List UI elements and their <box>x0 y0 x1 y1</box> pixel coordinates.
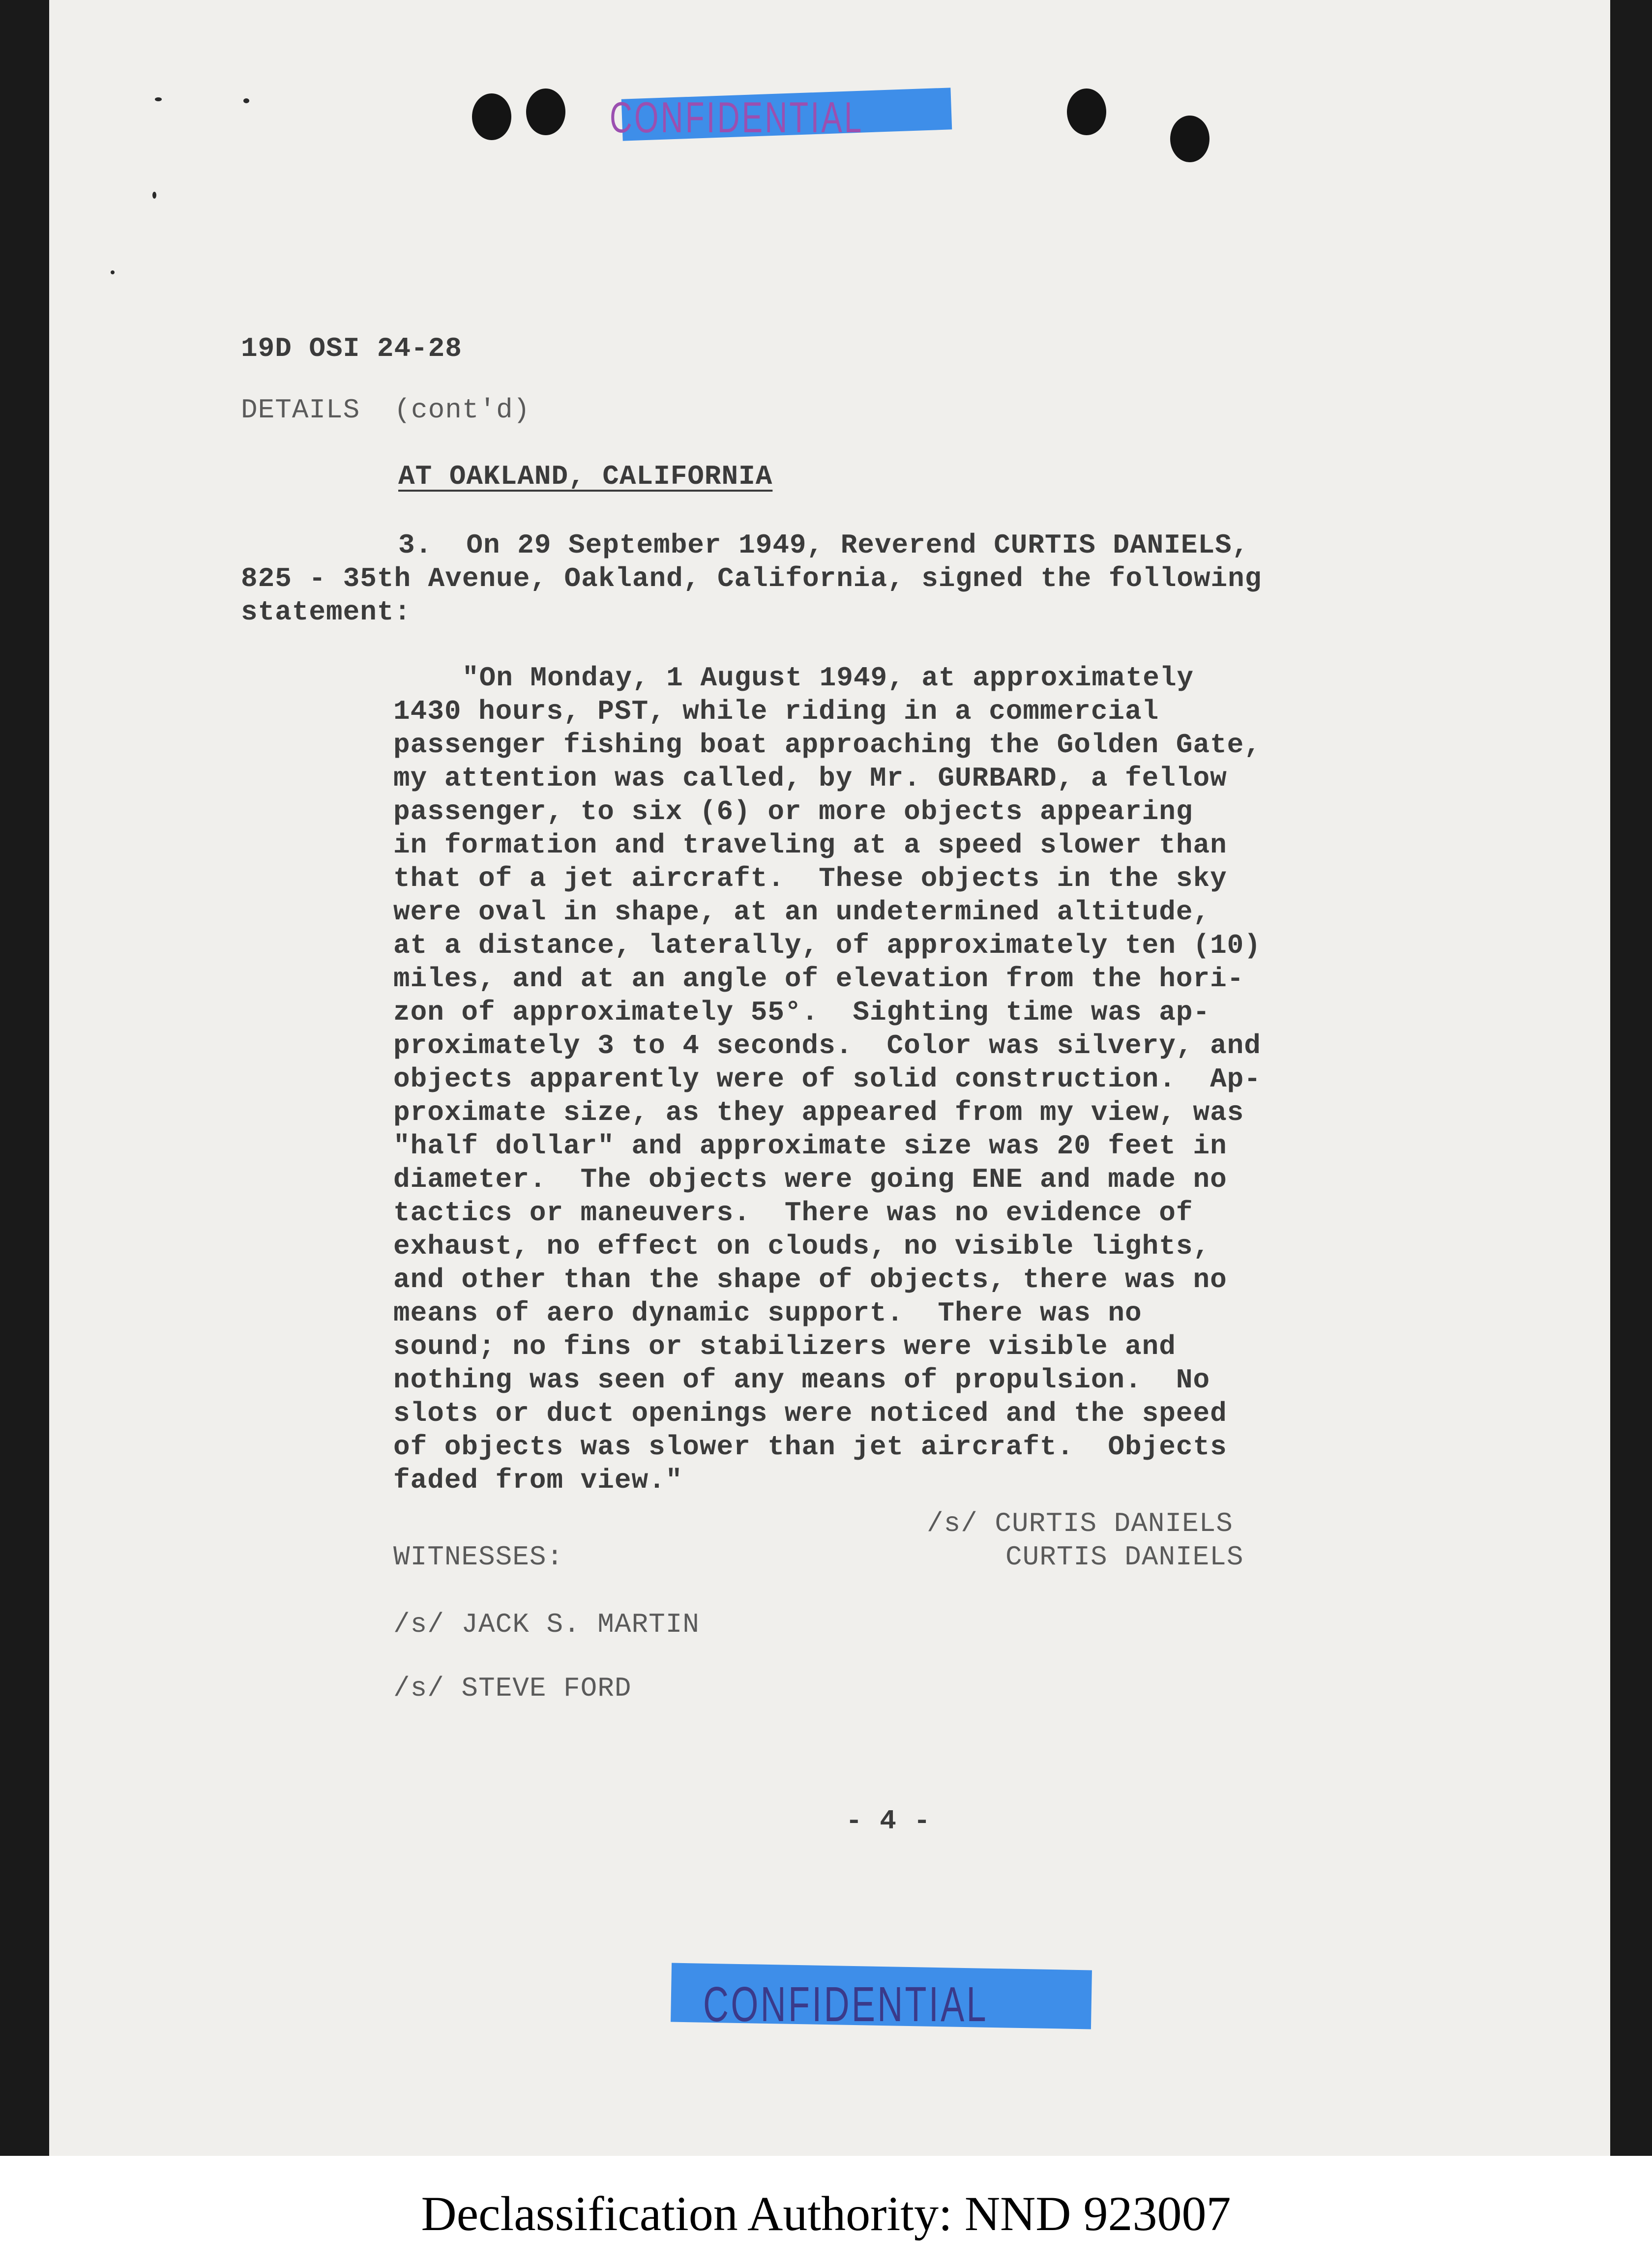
statement-line: means of aero dynamic support. There was no <box>393 1297 1142 1329</box>
statement-line: of objects was slower than jet aircraft. Objects <box>393 1431 1227 1463</box>
statement-line: nothing was seen of any means of propulsion. No <box>393 1364 1210 1396</box>
statement-line: diameter. The objects were going ENE and made no <box>393 1164 1227 1195</box>
punch-hole <box>1170 116 1210 162</box>
statement-line: 1430 hours, PST, while riding in a commercial <box>393 696 1159 727</box>
statement-line: passenger, to six (6) or more objects appearing <box>393 796 1193 827</box>
page-number: - 4 - <box>846 1805 931 1837</box>
statement-line: zon of approximately 55°. Sighting time was ap- <box>393 997 1210 1028</box>
witness-name: /s/ STEVE FORD <box>393 1673 632 1704</box>
document-page <box>49 0 1610 2156</box>
details-heading: DETAILS (cont'd) <box>241 394 531 426</box>
statement-line: and other than the shape of objects, there was no <box>393 1264 1227 1295</box>
file-number: 19D OSI 24-28 <box>241 333 462 364</box>
statement-line: my attention was called, by Mr. GURBARD, a fellow <box>393 763 1227 794</box>
statement-line: proximately 3 to 4 seconds. Color was silvery, and <box>393 1030 1261 1061</box>
statement-line: "half dollar" and approximate size was 20 feet in <box>393 1130 1227 1162</box>
statement-line: slots or duct openings were noticed and the speed <box>393 1398 1227 1429</box>
punch-hole <box>1067 88 1106 135</box>
speck-mark <box>111 270 115 274</box>
statement-line: that of a jet aircraft. These objects in the sky <box>393 863 1227 894</box>
confidential-stamp-top: CONFIDENTIAL <box>610 93 864 142</box>
declassification-caption: Declassification Authority: NND 923007 <box>421 2186 1231 2241</box>
statement-line: proximate size, as they appeared from my view, was <box>393 1097 1244 1128</box>
statement-line: were oval in shape, at an undetermined altitude, <box>393 896 1210 928</box>
statement-line: exhaust, no effect on clouds, no visible lights, <box>393 1231 1210 1262</box>
intro-line: statement: <box>241 596 412 628</box>
footer-bar <box>0 2156 1652 2264</box>
statement-line: in formation and traveling at a speed slower than <box>393 829 1227 861</box>
signature-name: CURTIS DANIELS <box>1005 1541 1244 1573</box>
statement-line: objects apparently were of solid construction. Ap- <box>393 1063 1261 1095</box>
speck-mark <box>155 97 162 101</box>
punch-hole <box>472 93 511 140</box>
speck-mark <box>243 98 249 103</box>
intro-line: 3. On 29 September 1949, Reverend CURTIS DANIELS, <box>398 529 1249 561</box>
statement-line: passenger fishing boat approaching the Golden Gate, <box>393 729 1261 761</box>
statement-line: "On Monday, 1 August 1949, at approximately <box>462 662 1194 694</box>
statement-line: at a distance, laterally, of approximately ten (10) <box>393 930 1261 961</box>
statement-line: sound; no fins or stabilizers were visible and <box>393 1331 1176 1362</box>
speck-mark <box>152 192 156 199</box>
witnesses-label: WITNESSES: <box>393 1541 564 1573</box>
statement-line: tactics or maneuvers. There was no evidence of <box>393 1197 1193 1229</box>
signature-line: /s/ CURTIS DANIELS <box>927 1508 1233 1539</box>
location-heading: AT OAKLAND, CALIFORNIA <box>398 461 773 492</box>
statement-line: faded from view." <box>393 1465 683 1496</box>
witness-name: /s/ JACK S. MARTIN <box>393 1609 700 1640</box>
confidential-stamp-bottom: CONFIDENTIAL <box>703 1977 988 2032</box>
statement-block <box>393 661 1261 1497</box>
statement-line: miles, and at an angle of elevation from the hori- <box>393 963 1244 995</box>
punch-hole <box>526 88 565 135</box>
intro-line: 825 - 35th Avenue, Oakland, California, signed the following <box>241 563 1262 594</box>
